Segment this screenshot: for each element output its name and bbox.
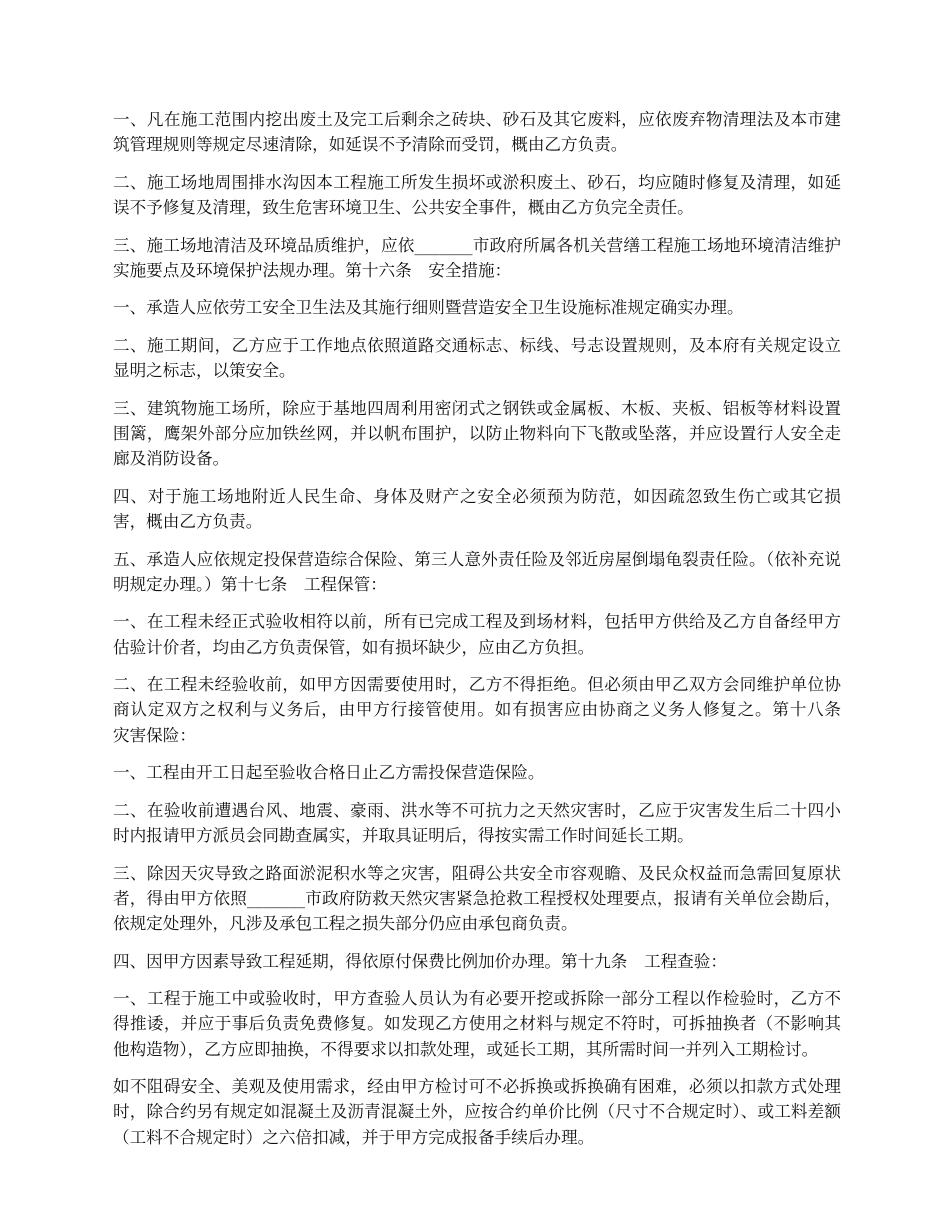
- paragraph-traffic-signs: 二、施工期间，乙方应于工作地点依照道路交通标志、标线、号志设置规则，及本府有关规定设立显明之标志，以策安全。: [113, 335, 841, 381]
- paragraph-delay-premium: 四、因甲方因素导致工程延期，得依原付保费比例加价办理。第十九条 工程查验：: [113, 951, 727, 971]
- paragraph-deduction: 如不阻碍安全、美观及使用需求，经由甲方检讨可不必拆换或拆换确有困难，必须以扣款方式处理时，除合约另有规定如混凝土及沥青混凝土外，应按合约单价比例（尺寸不合规定时）、或工料差额（工料不合规定时）之六倍扣减，并于甲方完成报备手续后办理。: [113, 1077, 841, 1147]
- paragraph-custody-before-acceptance: 一、在工程未经正式验收相符以前，所有已完成工程及到场材料，包括甲方供给及乙方自备经甲方估验计价者，均由乙方负责保管，如有损坏缺少，应由乙方负担。: [113, 612, 841, 657]
- paragraph-insurance: 五、承造人应依规定投保营造综合保险、第三人意外责任险及邻近房屋倒塌龟裂责任险。（依补充说明规定办理。）第十七条 工程保管：: [113, 549, 841, 594]
- paragraph-inspection: 一、工程于施工中或验收时，甲方查验人员认为有必要开挖或拆除一部分工程以作检验时，乙方不得推诿，并应于事后负责免费修复。如发现乙方使用之材料与规定不符时，可拆抽换者（不影响其他构造物），乙方应即抽换，不得要求以扣款处理，或延长工期，其所需时间一并列入工期检讨。: [113, 989, 841, 1059]
- paragraph-construction-insurance: 一、工程由开工日起至验收合格日止乙方需投保营造保险。: [113, 763, 545, 783]
- paragraph-public-safety: 四、对于施工场地附近人民生命、身体及财产之安全必须预为防范，如因疏忽致生伤亡或其它损害，概由乙方负责。: [113, 486, 841, 531]
- paragraph-site-fencing: 三、建筑物施工场所，除应于基地四周利用密闭式之钢铁或金属板、木板、夹板、铝板等材料设置围篱，鹰架外部分应加铁丝网，并以帆布围护，以防止物料向下飞散或坠落，并应设置行人安全走廊及消防设备。: [113, 398, 841, 469]
- paragraph-labor-safety: 一、承造人应依劳工安全卫生法及其施行细则暨营造安全卫生设施标准规定确实办理。: [113, 298, 744, 318]
- paragraph-drainage-repair: 二、施工场地周围排水沟因本工程施工所发生损坏或淤积废土、砂石，均应随时修复及清理，如延误不予修复及清理，致生危害环境卫生、公共安全事件，概由乙方负完全责任。: [113, 172, 841, 217]
- document-body: [113, 107, 858, 1162]
- paragraph-waste-clearance: 一、凡在施工范围内挖出废土及完工后剩余之砖块、砂石及其它废料，应依废弃物清理法及本市建筑管理规则等规定尽速清除，如延误不予清除而受罚，概由乙方负责。: [113, 110, 841, 155]
- paragraph-emergency-repair: 三、除因天灾导致之路面淤泥积水等之灾害，阻碍公共安全市容观瞻、及民众权益而急需回复原状者，得由甲方依照_______市政府防救天然灾害紧急抢救工程授权处理要点，报请有关单位会勘后，依规定处理外，凡涉及承包工程之损失部分仍应由承包商负责。: [113, 863, 841, 933]
- paragraph-natural-disaster: 二、在验收前遭遇台风、地震、豪雨、洪水等不可抗力之天然灾害时，乙应于灾害发生后二十四小时内报请甲方派员会同勘查属实，并取具证明后，得按实需工作时间延长工期。: [113, 800, 841, 845]
- paragraph-early-use: 二、在工程未经验收前，如甲方因需要使用时，乙方不得拒绝。但必须由甲乙双方会同维护单位协商认定双方之权利与义务后，由甲方行接管使用。如有损害应由协商之义务人修复之。第十八条 灾害保险：: [113, 675, 858, 745]
- paragraph-site-cleanliness: 三、施工场地清洁及环境品质维护，应依_______市政府所属各机关营缮工程施工场地环境清洁维护实施要点及环境保护法规办理。第十六条 安全措施：: [113, 235, 841, 280]
